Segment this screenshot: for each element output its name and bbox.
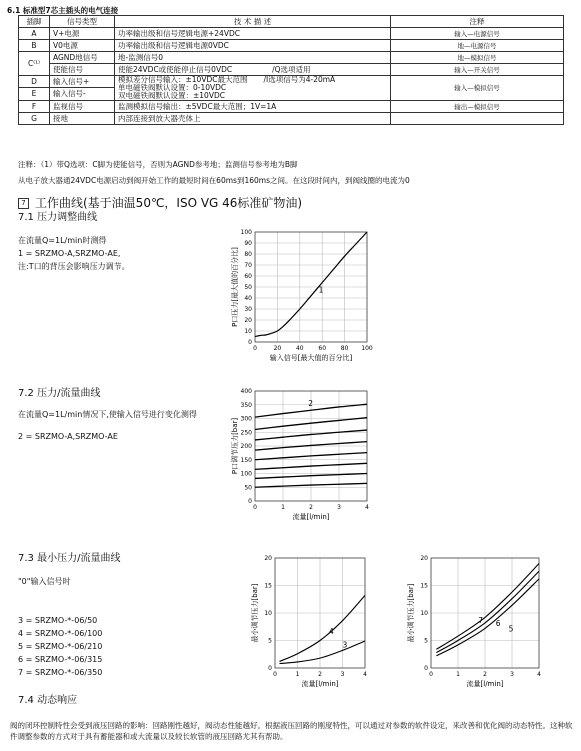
series-label: 7: [478, 615, 484, 625]
series-label: 4: [329, 627, 334, 637]
subsection-title: 7.1 压力调整曲线: [18, 212, 98, 223]
y-tick-label: 90: [244, 240, 252, 247]
x-tick-label: 4: [365, 504, 369, 511]
table-header-cell: 插脚: [19, 16, 50, 28]
x-tick-label: 1: [281, 504, 285, 511]
table-header-cell: 信号类型: [50, 16, 115, 28]
y-tick-label: 100: [240, 229, 252, 236]
type-cell: 输入信号+: [50, 76, 115, 88]
x-axis-label: 流量[l/min]: [466, 680, 504, 688]
y-tick-label: 15: [264, 582, 272, 590]
table-header-row: [19, 16, 564, 28]
desc-text: 模拟差分信号输入：±10VDC最大范围: [118, 75, 248, 84]
y-tick-label: 5: [268, 637, 272, 645]
x-tick-label: 1: [295, 671, 300, 678]
subsection-title: 7.4 动态响应: [18, 695, 78, 706]
note-text: 注释：（1）带Q选项：C脚为使能信号，否则为AGND参考地；监测信号参考地为B脚: [18, 160, 298, 169]
x-tick-label: 1: [456, 671, 460, 678]
section-title: 工作曲线(基于油温50℃，ISO VG 46标准矿物油): [35, 196, 303, 210]
paragraph: 阀的闭环控制特性会受到液压回路的影响：回路刚性越好，阀动态性能越好。根据液压回路的刚度特性，可以通过对参数的软件设定，来改善和优化阀的动态特性。这种软件调整参数的方式对于具有蓄能器和或大流量以及较长软管的液压回路尤其有帮助。: [10, 721, 573, 741]
note-cell: 地—电源信号: [391, 40, 564, 52]
table-row: [19, 64, 564, 76]
desc-cell: [115, 64, 391, 76]
series-label: 6: [495, 619, 501, 629]
type-cell: V0电源: [50, 40, 115, 52]
type-cell: 监视信号: [50, 101, 115, 113]
desc-text: 使能24VDC或使能停止信号0VDC: [118, 64, 233, 74]
y-axis-label: 最小调节压力[bar]: [251, 583, 259, 643]
y-tick-label: 350: [240, 401, 252, 409]
series-label: 1: [318, 285, 324, 295]
series-line: [436, 564, 539, 650]
y-tick-label: 20: [264, 555, 272, 562]
section-title: 6.1 标准型7芯主插头的电气连接: [7, 6, 119, 15]
table-row: [19, 113, 564, 125]
y-tick-label: 20: [244, 317, 252, 324]
min-pressure-flow-chart-a: [251, 550, 370, 695]
section-7-heading: [18, 196, 302, 210]
x-tick-label: 100: [361, 345, 373, 352]
series-label: 2: [308, 399, 313, 409]
x-tick-label: 20: [273, 345, 282, 352]
legend-item: 4 = SRZMO-*-06/100: [18, 629, 103, 638]
y-tick-label: 50: [244, 484, 252, 492]
desc-cell: 功率输出级和信号逻辑电源0VDC: [115, 40, 391, 52]
y-axis-label: 最小调节压力[bar]: [407, 583, 415, 643]
pin-cell: B: [19, 40, 50, 52]
y-tick-label: 70: [244, 262, 252, 269]
note-cell: 输出—模拟信号: [391, 101, 564, 113]
table-row: [19, 76, 564, 88]
table-row: [19, 101, 564, 113]
legend-item: 7 = SRZMO-*-06/350: [18, 668, 103, 677]
x-tick-label: 3: [337, 504, 341, 511]
subsection-title: 7.3 最小压力/流量曲线: [18, 553, 121, 564]
series-line: [280, 595, 366, 661]
note-cell: [391, 113, 564, 125]
note-cell: 输入—开关信号: [391, 64, 564, 76]
table-row: [19, 40, 564, 52]
desc-text: /I选项信号为4-20mA: [263, 75, 336, 84]
y-tick-label: 30: [244, 306, 252, 313]
x-tick-label: 0: [429, 671, 433, 678]
y-tick-label: 60: [244, 273, 252, 280]
desc-cell: [115, 76, 391, 101]
description-text: 1 = SRZMO-A,SRZMO-AE,: [18, 249, 121, 258]
type-cell: 输入信号-: [50, 88, 115, 101]
desc-text: 单电磁铁阀默认设置：0-10VDC: [118, 83, 227, 92]
min-pressure-flow-chart-b: [403, 550, 548, 695]
y-tick-label: 300: [240, 415, 252, 423]
desc-text: 双电磁铁阀默认设置：±10VDC: [118, 91, 225, 100]
x-tick-label: 2: [318, 671, 322, 678]
note-text: 从电子放大器通24VDC电源启动到阀开始工作的最短时间在60ms到160ms之间。在这段时间内，到阀线圈的电流为0: [18, 176, 410, 185]
x-axis-label: 流量[l/min]: [301, 680, 339, 688]
y-tick-label: 150: [240, 456, 252, 464]
note-cell: 地—模拟信号: [391, 52, 564, 64]
desc-cell: 内部连接到放大器壳体上: [115, 113, 391, 125]
y-tick-label: 10: [244, 328, 252, 335]
desc-cell: 地-监测信号0: [115, 52, 391, 64]
y-tick-label: 10: [264, 610, 272, 617]
y-axis-label: P口调节压力[bar]: [231, 417, 239, 475]
y-tick-label: 400: [240, 388, 252, 395]
desc-text: /Q选项适用: [272, 64, 311, 74]
x-tick-label: 40: [295, 345, 304, 352]
x-tick-label: 2: [483, 671, 487, 678]
y-tick-label: 0: [424, 665, 428, 672]
y-tick-label: 100: [240, 470, 252, 478]
type-cell: 使能信号: [50, 64, 115, 76]
pressure-flow-chart: [223, 385, 378, 530]
description-text: 在流量Q=1L/min情况下,使输入信号进行变化测得: [18, 410, 197, 419]
description-text: 2 = SRZMO-A,SRZMO-AE: [18, 432, 118, 441]
y-tick-label: 20: [420, 555, 428, 562]
x-tick-label: 0: [253, 504, 257, 511]
description-text: "0"输入信号时: [18, 577, 71, 586]
description-text: 注:T口的背压会影响压力调节。: [18, 262, 130, 271]
y-tick-label: 250: [240, 429, 252, 437]
legend-item: 3 = SRZMO-*-06/50: [18, 616, 98, 625]
note-cell: 输入—模拟信号: [391, 76, 564, 101]
subsection-title: 7.2 压力/流量曲线: [18, 388, 101, 399]
notes: [18, 159, 568, 191]
y-tick-label: 40: [244, 295, 252, 302]
series-label: 3: [342, 640, 348, 650]
section-number: 7: [18, 198, 29, 209]
pressure-adjustment-chart: [223, 226, 378, 371]
x-tick-label: 0: [273, 671, 277, 678]
x-tick-label: 3: [510, 671, 514, 678]
x-tick-label: 80: [340, 345, 349, 352]
series-label: 5: [508, 624, 514, 634]
x-tick-label: 2: [309, 504, 313, 511]
series-line: [280, 641, 366, 664]
pin-cell: A: [19, 28, 50, 40]
y-tick-label: 0: [248, 339, 252, 346]
y-tick-label: 0: [268, 665, 272, 672]
y-tick-label: 0: [248, 498, 252, 505]
y-tick-label: 15: [420, 582, 428, 590]
y-tick-label: 5: [424, 637, 428, 645]
series-line: [255, 232, 367, 337]
note-cell: 输入—电源信号: [391, 28, 564, 40]
y-tick-label: 80: [244, 251, 252, 258]
x-tick-label: 3: [340, 671, 345, 678]
x-tick-label: 4: [363, 671, 367, 678]
x-axis-label: 流量[l/min]: [292, 513, 330, 521]
type-cell: AGND地信号: [50, 52, 115, 64]
desc-cell: 功率输出级和信号逻辑电源+24VDC: [115, 28, 391, 40]
x-axis-label: 输入信号[最大值的百分比]: [269, 354, 353, 362]
x-tick-label: 4: [537, 671, 541, 678]
table-header-cell: 技 术 描 述: [115, 16, 391, 28]
legend-item: 6 = SRZMO-*-06/315: [18, 655, 103, 664]
y-tick-label: 50: [244, 284, 252, 291]
legend-item: 5 = SRZMO-*-06/210: [18, 642, 103, 651]
pin-cell: C⁽¹⁾: [19, 52, 50, 76]
desc-cell: 监测模拟信号输出：±5VDC最大范围；1V=1A: [115, 101, 391, 113]
x-tick-label: 60: [318, 345, 327, 352]
y-axis-label: P口压力[最大值的百分比]: [231, 247, 239, 327]
x-tick-label: 0: [253, 345, 257, 352]
pin-table: [18, 15, 564, 125]
table-row: [19, 52, 564, 64]
table-row: [19, 28, 564, 40]
pin-cell: F: [19, 101, 50, 113]
type-cell: V+电源: [50, 28, 115, 40]
pin-cell: D: [19, 76, 50, 88]
pin-cell: E: [19, 88, 50, 101]
y-tick-label: 200: [240, 443, 252, 450]
pin-cell: G: [19, 113, 50, 125]
type-cell: 接地: [50, 113, 115, 125]
y-tick-label: 10: [420, 610, 428, 617]
description-text: 在流量Q=1L/min时测得: [18, 236, 107, 245]
table-header-cell: 注释: [391, 16, 564, 28]
